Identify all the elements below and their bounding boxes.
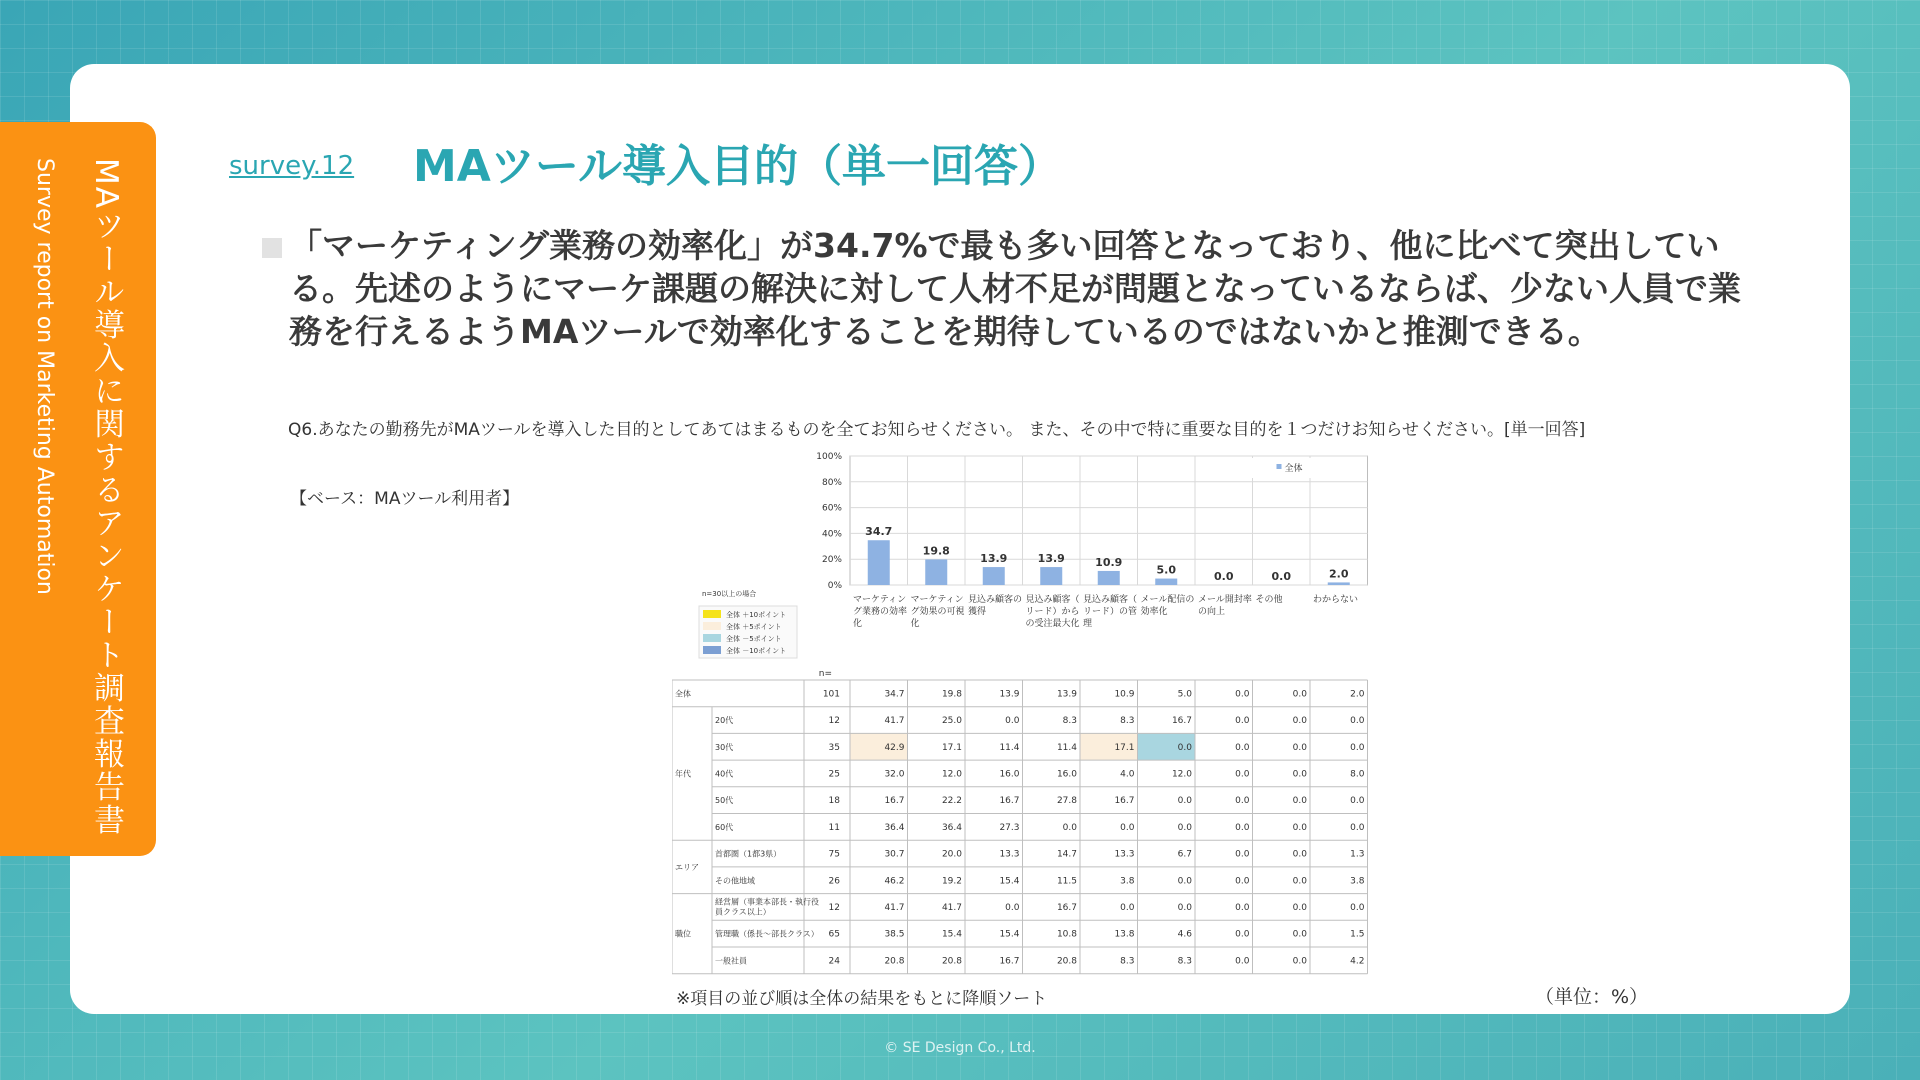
table-row-label: 40代 bbox=[715, 769, 734, 779]
report-subtitle: Survey report on Marketing Automation bbox=[32, 158, 57, 595]
table-cell: 0.0 bbox=[1005, 902, 1020, 913]
category-label: メール配信の効率化 bbox=[1140, 595, 1195, 617]
table-cell: 0.0 bbox=[1292, 822, 1307, 833]
table-cell: 4.6 bbox=[1177, 929, 1192, 940]
table-cell: 0.0 bbox=[1235, 742, 1250, 753]
table-cell: 22.2 bbox=[941, 796, 962, 807]
highlight-label: 全体 －10ポイント bbox=[726, 647, 787, 655]
table-cell: 13.9 bbox=[1056, 689, 1077, 700]
highlight-label: 全体 ＋10ポイント bbox=[726, 611, 787, 619]
table-cell: 0.0 bbox=[1292, 876, 1307, 887]
table-n-value: 12 bbox=[828, 902, 840, 913]
table-group-label: 職位 bbox=[675, 929, 691, 939]
table-row-label: 30代 bbox=[715, 742, 734, 752]
table-cell: 11.5 bbox=[1056, 876, 1077, 887]
bar-value-label: 13.9 bbox=[1037, 552, 1065, 566]
category-label: 見込み顧客（リード）の管理 bbox=[1083, 595, 1138, 629]
table-row-label: 一般社員 bbox=[715, 956, 747, 966]
bar-value-label: 0.0 bbox=[1214, 570, 1234, 583]
table-cell: 0.0 bbox=[1235, 769, 1250, 780]
table-cell: 16.7 bbox=[1056, 902, 1077, 913]
table-cell: 0.0 bbox=[1292, 689, 1307, 700]
table-cell: 8.3 bbox=[1120, 956, 1135, 967]
table-cell: 0.0 bbox=[1120, 822, 1135, 833]
table-cell: 0.0 bbox=[1350, 822, 1365, 833]
side-tab bbox=[0, 122, 156, 856]
table-group-label: エリア bbox=[675, 862, 699, 872]
table-cell: 16.0 bbox=[1056, 769, 1077, 780]
table-cell: 0.0 bbox=[1177, 742, 1192, 753]
table-cell: 20.8 bbox=[941, 956, 962, 967]
table-row-label: 首都圏（1都3県） bbox=[715, 849, 782, 859]
table-cell: 0.0 bbox=[1177, 902, 1192, 913]
table-row-label: 20代 bbox=[715, 716, 734, 726]
table-cell: 11.4 bbox=[1056, 742, 1077, 753]
page-title: MAツール導入目的（単一回答） bbox=[413, 141, 1062, 192]
table-cell: 30.7 bbox=[884, 849, 905, 860]
table-cell: 8.3 bbox=[1120, 716, 1135, 727]
table-cell: 0.0 bbox=[1235, 929, 1250, 940]
table-cell: 0.0 bbox=[1177, 822, 1192, 833]
table-cell: 10.9 bbox=[1114, 689, 1135, 700]
table-cell: 0.0 bbox=[1235, 822, 1250, 833]
table-cell: 34.7 bbox=[884, 689, 905, 700]
table-cell: 41.7 bbox=[884, 902, 905, 913]
category-label: 見込み顧客の獲得 bbox=[968, 595, 1023, 617]
bar bbox=[868, 540, 890, 585]
table-cell: 3.8 bbox=[1350, 876, 1365, 887]
table-cell: 0.0 bbox=[1350, 796, 1365, 807]
table-cell: 11.4 bbox=[999, 742, 1020, 753]
table-cell: 13.3 bbox=[999, 849, 1020, 860]
bar-value-label: 10.9 bbox=[1095, 555, 1123, 569]
table-cell: 19.2 bbox=[941, 876, 962, 887]
table-cell: 15.4 bbox=[999, 929, 1020, 940]
table-group-label: 全体 bbox=[675, 689, 691, 699]
table-cell: 13.3 bbox=[1114, 849, 1135, 860]
table-cell: 0.0 bbox=[1120, 902, 1135, 913]
bar bbox=[1155, 579, 1177, 585]
table-cell: 3.8 bbox=[1120, 876, 1135, 887]
table-cell: 0.0 bbox=[1005, 716, 1020, 727]
unit-label: （単位：%） bbox=[1535, 986, 1649, 1008]
highlight-note: n=30以上の場合 bbox=[702, 590, 757, 598]
table-row-label: その他地域 bbox=[715, 876, 755, 886]
table-cell: 19.8 bbox=[941, 689, 962, 700]
table-n-value: 18 bbox=[828, 796, 840, 807]
table-cell: 16.0 bbox=[999, 769, 1020, 780]
table-cell: 8.0 bbox=[1350, 769, 1365, 780]
category-label: メール開封率の向上 bbox=[1198, 595, 1252, 617]
report-title: MAツール導入に関するアンケート調査報告書 bbox=[88, 158, 124, 837]
table-cell: 5.0 bbox=[1177, 689, 1192, 700]
table-cell: 0.0 bbox=[1177, 876, 1192, 887]
table-row-label: 60代 bbox=[715, 822, 734, 832]
table-n-value: 24 bbox=[828, 956, 840, 967]
bar-value-label: 0.0 bbox=[1271, 570, 1291, 583]
table-group-label: 年代 bbox=[675, 769, 691, 779]
category-label: わからない bbox=[1313, 595, 1359, 605]
table-cell: 0.0 bbox=[1235, 796, 1250, 807]
table-cell: 0.0 bbox=[1292, 849, 1307, 860]
table-cell: 15.4 bbox=[999, 876, 1020, 887]
table-cell: 13.9 bbox=[999, 689, 1020, 700]
table-cell: 1.3 bbox=[1350, 849, 1365, 860]
table-cell: 4.0 bbox=[1120, 769, 1135, 780]
table-cell: 20.0 bbox=[941, 849, 962, 860]
legend-box bbox=[1252, 458, 1364, 478]
table-n-value: 26 bbox=[828, 876, 840, 887]
table-row-label: 経営層（事業本部長・執行役員クラス以上） bbox=[715, 897, 819, 917]
table-cell: 16.7 bbox=[1171, 716, 1192, 727]
table-cell: 46.2 bbox=[884, 876, 905, 887]
table-cell: 8.3 bbox=[1062, 716, 1077, 727]
table-cell: 12.0 bbox=[1171, 769, 1192, 780]
legend-label: 全体 bbox=[1284, 464, 1303, 474]
table-n-value: 101 bbox=[822, 689, 840, 700]
y-tick-label: 20% bbox=[821, 555, 842, 566]
category-label: その他 bbox=[1255, 595, 1283, 605]
table-cell: 20.8 bbox=[1056, 956, 1077, 967]
bar-value-label: 13.9 bbox=[980, 552, 1008, 566]
table-cell: 42.9 bbox=[884, 742, 905, 753]
y-tick-label: 0% bbox=[827, 581, 842, 591]
y-tick-label: 40% bbox=[821, 529, 842, 540]
table-cell: 0.0 bbox=[1235, 876, 1250, 887]
table-cell: 0.0 bbox=[1292, 956, 1307, 967]
table-cell: 0.0 bbox=[1350, 902, 1365, 913]
table-cell: 6.7 bbox=[1177, 849, 1192, 860]
table-n-value: 75 bbox=[828, 849, 840, 860]
n-header: n= bbox=[818, 669, 832, 679]
table-cell: 0.0 bbox=[1350, 742, 1365, 753]
table-cell: 36.4 bbox=[941, 822, 962, 833]
highlight-swatch bbox=[703, 646, 721, 654]
table-cell: 0.0 bbox=[1350, 716, 1365, 727]
table-cell: 41.7 bbox=[941, 902, 962, 913]
table-n-value: 25 bbox=[828, 769, 840, 780]
category-label: マーケティング効果の可視化 bbox=[910, 595, 965, 629]
survey-number-link[interactable]: survey.12 bbox=[229, 151, 355, 181]
table-cell: 0.0 bbox=[1292, 742, 1307, 753]
table-cell: 10.8 bbox=[1056, 929, 1077, 940]
table-cell: 27.8 bbox=[1056, 796, 1077, 807]
bar-value-label: 34.7 bbox=[865, 525, 893, 539]
table-cell: 14.7 bbox=[1056, 849, 1077, 860]
bar bbox=[983, 567, 1005, 585]
y-tick-label: 60% bbox=[821, 503, 842, 514]
legend-swatch bbox=[1277, 464, 1282, 469]
table-cell: 0.0 bbox=[1235, 902, 1250, 913]
table-cell: 20.8 bbox=[884, 956, 905, 967]
category-label: マーケティング業務の効率化 bbox=[853, 595, 908, 629]
table-cell: 32.0 bbox=[884, 769, 905, 780]
table-cell: 15.4 bbox=[941, 929, 962, 940]
highlight-label: 全体 ＋5ポイント bbox=[726, 623, 782, 631]
y-tick-label: 80% bbox=[821, 477, 842, 488]
table-cell: 16.7 bbox=[1114, 796, 1135, 807]
base-note: 【ベース：MAツール利用者】 bbox=[290, 489, 520, 509]
table-cell: 0.0 bbox=[1292, 769, 1307, 780]
highlight-swatch bbox=[703, 610, 721, 618]
table-cell: 0.0 bbox=[1177, 796, 1192, 807]
lead-text: 「マーケティング業務の効率化」が34.7%で最も多い回答となっており、他に比べて突出している。先述のようにマーケ課題の解決に対して人材不足が問題となっているならば、少ない人員で業務を行えるようMAツールで効率化することを期待しているのではないかと推測できる。 bbox=[289, 226, 1741, 351]
table-cell: 16.7 bbox=[884, 796, 905, 807]
table-cell: 38.5 bbox=[884, 929, 905, 940]
table-cell: 41.7 bbox=[884, 716, 905, 727]
table-cell: 17.1 bbox=[1114, 742, 1135, 753]
table-cell: 8.3 bbox=[1177, 956, 1192, 967]
bar-value-label: 19.8 bbox=[922, 544, 950, 558]
bar bbox=[925, 559, 947, 585]
table-cell: 0.0 bbox=[1292, 796, 1307, 807]
table-cell: 0.0 bbox=[1235, 956, 1250, 967]
table-cell: 36.4 bbox=[884, 822, 905, 833]
table-cell: 12.0 bbox=[941, 769, 962, 780]
table-cell: 16.7 bbox=[999, 956, 1020, 967]
table-row-label: 50代 bbox=[715, 796, 734, 806]
table-cell: 1.5 bbox=[1350, 929, 1365, 940]
table-cell: 0.0 bbox=[1235, 716, 1250, 727]
bar-value-label: 2.0 bbox=[1329, 567, 1349, 581]
table-cell: 0.0 bbox=[1062, 822, 1077, 833]
highlight-swatch bbox=[703, 622, 721, 630]
table-n-value: 12 bbox=[828, 716, 840, 727]
table-cell: 17.1 bbox=[941, 742, 962, 753]
highlight-swatch bbox=[703, 634, 721, 642]
table-row-label: 管理職（係長～部長クラス） bbox=[715, 929, 819, 939]
table-cell: 25.0 bbox=[941, 716, 962, 727]
table-cell: 2.0 bbox=[1350, 689, 1365, 700]
bar-value-label: 5.0 bbox=[1156, 563, 1176, 577]
y-tick-label: 100% bbox=[816, 452, 842, 462]
highlight-label: 全体 －5ポイント bbox=[726, 635, 782, 643]
table-n-value: 35 bbox=[828, 742, 840, 753]
bullet-square-icon bbox=[262, 238, 282, 258]
table-cell: 0.0 bbox=[1235, 689, 1250, 700]
table-n-value: 11 bbox=[828, 822, 840, 833]
table-cell: 27.3 bbox=[999, 822, 1020, 833]
bar bbox=[1098, 571, 1120, 585]
category-label: 見込み顧客（リード）からの受注最大化 bbox=[1025, 595, 1080, 629]
table-cell: 0.0 bbox=[1292, 929, 1307, 940]
table-cell: 0.0 bbox=[1292, 716, 1307, 727]
table-cell: 13.8 bbox=[1114, 929, 1135, 940]
question-text: Q6.あなたの勤務先がMAツールを導入した目的としてあてはまるものを全てお知らせください。 また、その中で特に重要な目的を１つだけお知らせください。[単一回答] bbox=[288, 420, 1586, 440]
bar bbox=[1328, 582, 1350, 585]
table-cell: 0.0 bbox=[1292, 902, 1307, 913]
sort-note: ※項目の並び順は全体の結果をもとに降順ソート bbox=[676, 989, 1048, 1009]
bar bbox=[1040, 567, 1062, 585]
table-cell: 4.2 bbox=[1350, 956, 1365, 967]
chart-area bbox=[672, 450, 1372, 976]
table-n-value: 65 bbox=[828, 929, 840, 940]
table-cell: 0.0 bbox=[1235, 849, 1250, 860]
table-cell: 16.7 bbox=[999, 796, 1020, 807]
copyright: © SE Design Co., Ltd. bbox=[884, 1040, 1036, 1056]
